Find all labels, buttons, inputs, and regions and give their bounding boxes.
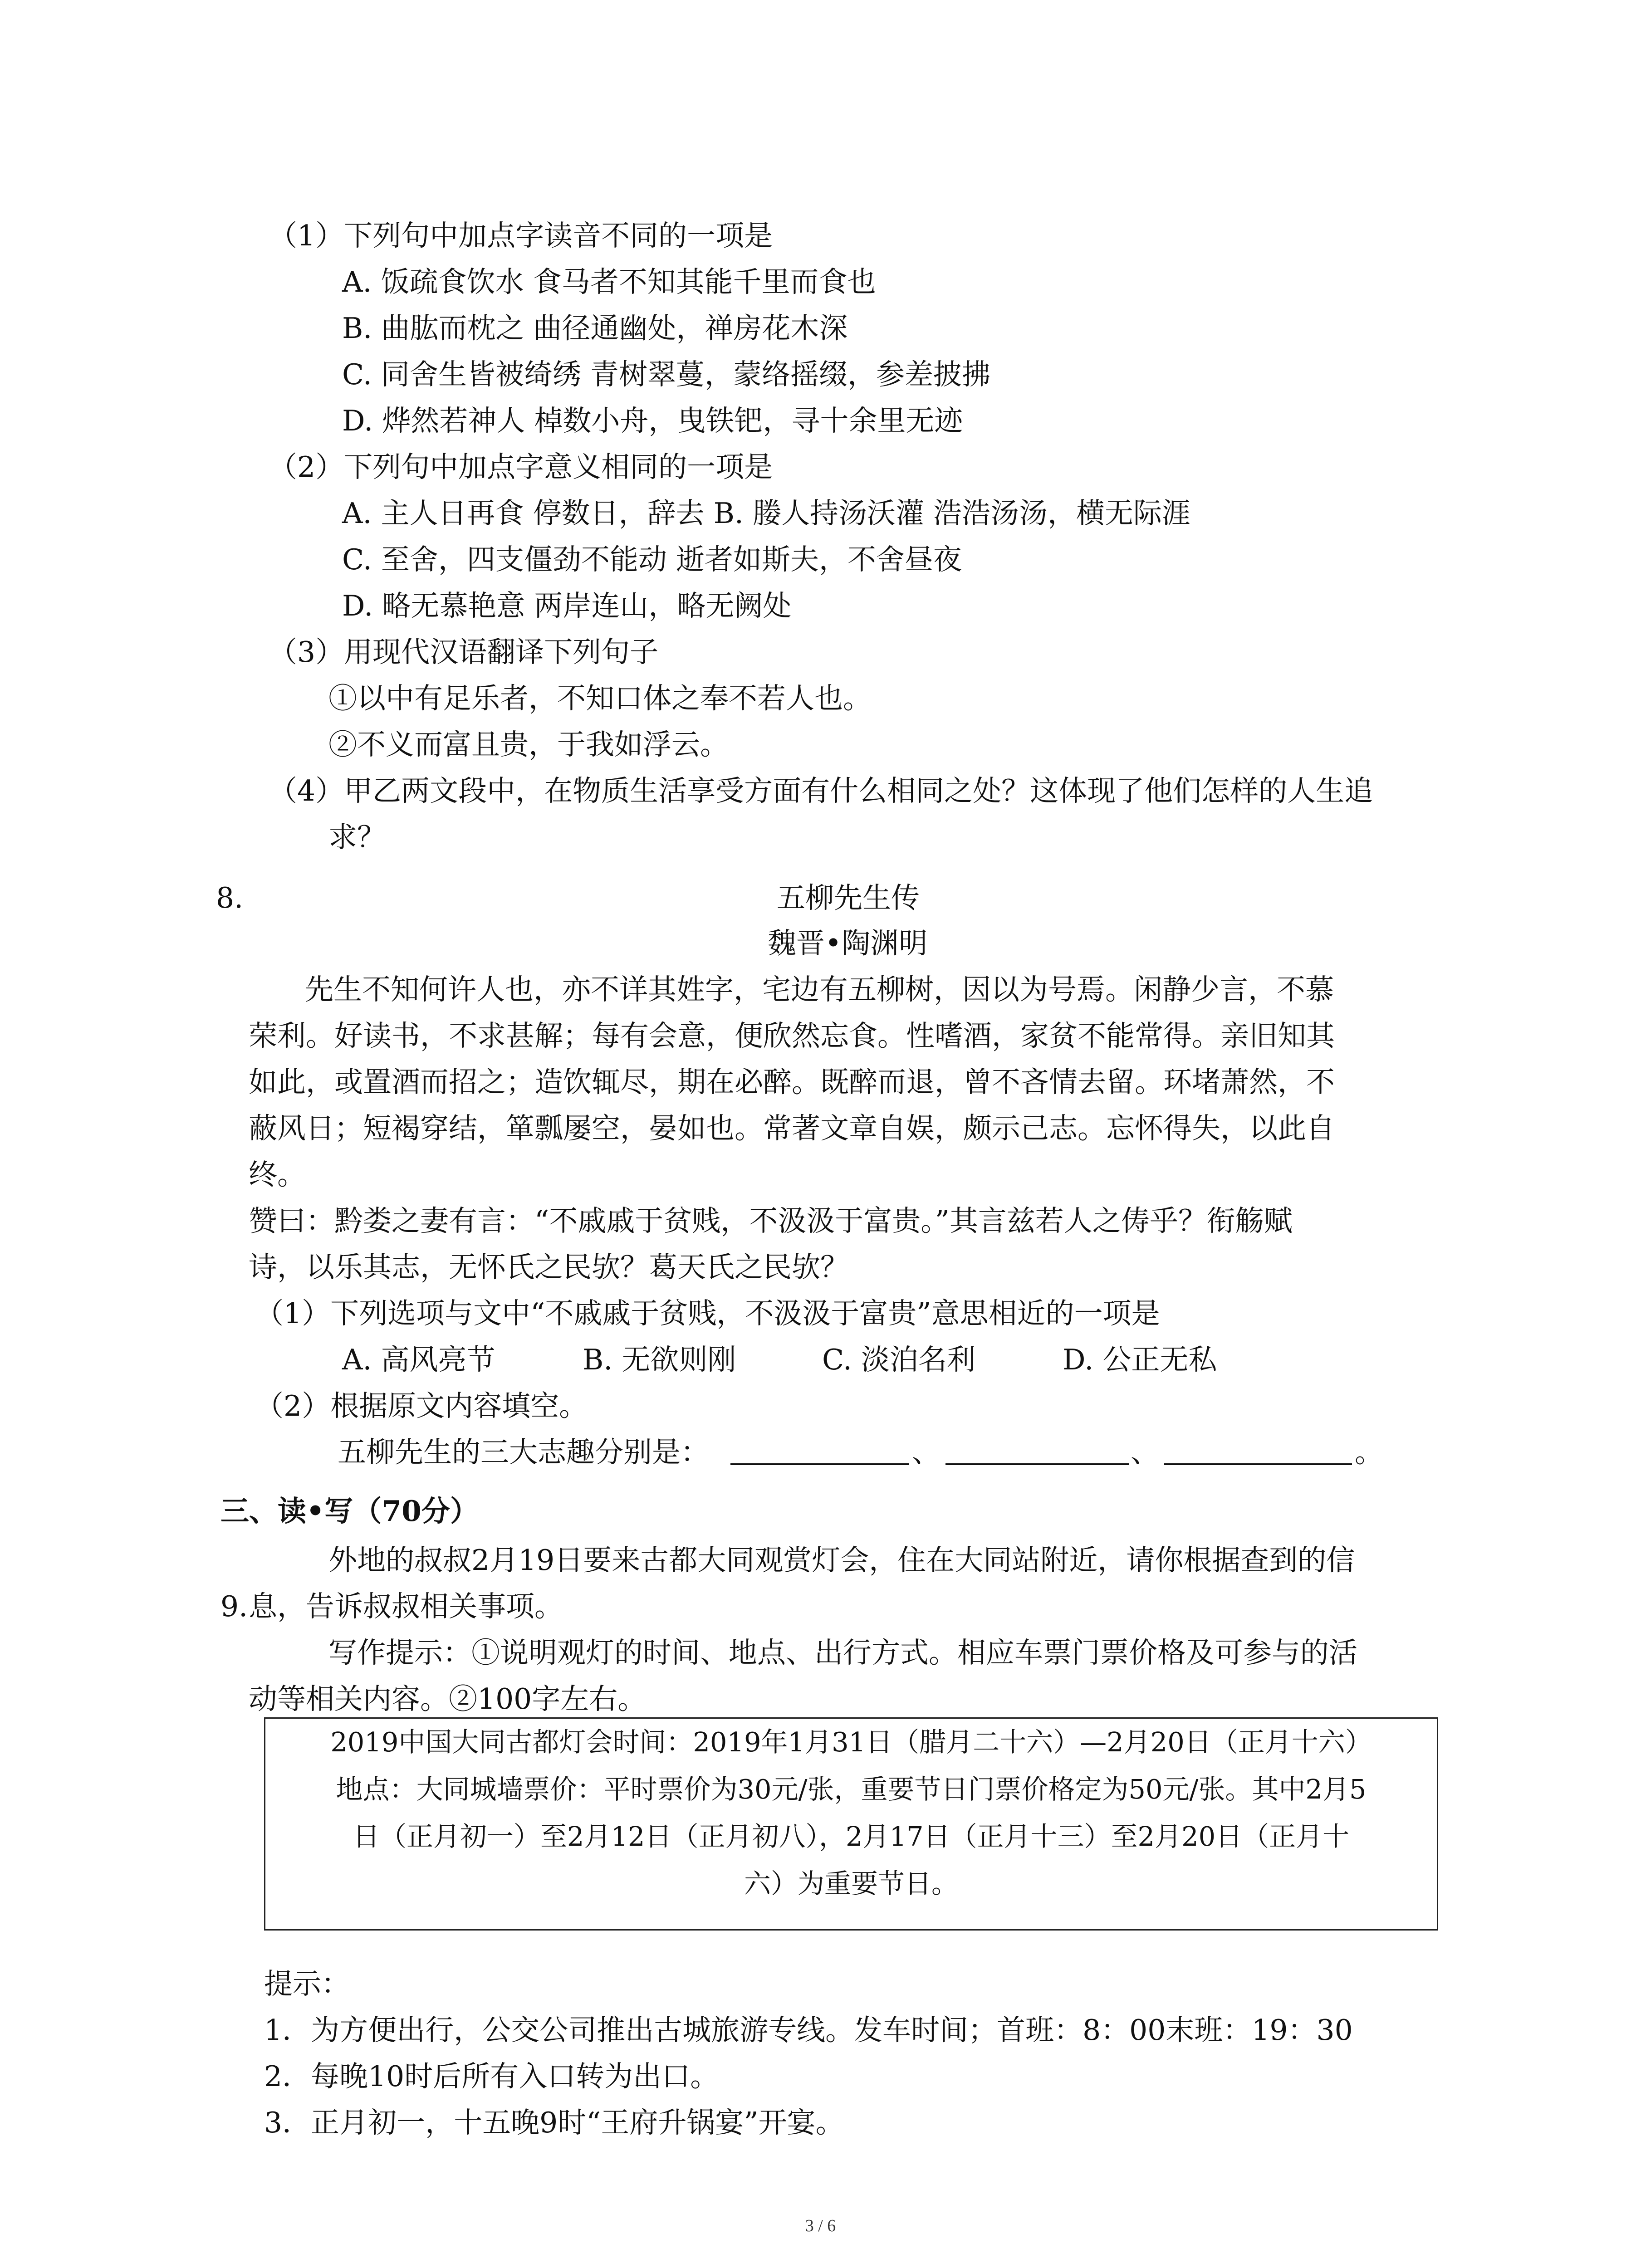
answer-blank-2[interactable] — [945, 1463, 1129, 1465]
answer-blank-1[interactable] — [730, 1463, 909, 1465]
q8-title: 五柳先生传 — [777, 881, 920, 914]
q7-sub1-option-d: D. 烨然若神人 棹数小舟，曳铁钯，寻十余里无迹 — [342, 404, 963, 437]
q8-number: 8. — [216, 881, 244, 914]
q8-passage-line-4: 蔽风日；短褐穿结，箪瓢屡空，晏如也。常著文章自娱，颇示己志。忘怀得失，以此自 — [249, 1112, 1335, 1145]
q7-sub4-line-1: （4）甲乙两文段中，在物质生活享受方面有什么相同之处？这体现了他们怎样的人生追 — [269, 774, 1373, 807]
q9-tip-line-2: 动等相关内容。②100字左右。 — [249, 1682, 647, 1716]
q7-sub1-option-a: A. 饭疏食饮水 食马者不知其能千里而食也 — [342, 265, 876, 298]
q7-sub2-option-d: D. 略无慕艳意 两岸连山，略无阙处 — [342, 589, 792, 622]
section-3-heading: 三、读•写（70分） — [220, 1494, 479, 1528]
q8-passage-line-3: 如此，或置酒而招之；造饮辄尽，期在必醉。既醉而退，曾不吝情去留。环堵萧然，不 — [249, 1066, 1335, 1099]
q8-passage-line-2: 荣利。好读书，不求甚解；每有会意，便欣然忘食。性嗜酒，家贫不能常得。亲旧知其 — [249, 1019, 1335, 1052]
q8-sub2-end: 。 — [1355, 1436, 1383, 1469]
q7-sub3-item-1: ①以中有足乐者，不知口体之奉不若人也。 — [328, 682, 872, 715]
notice-line-3: 日（正月初一）至2月12日（正月初八），2月17日（正月十三）至2月20日（正月十 — [353, 1821, 1350, 1852]
q8-zan-line-1: 赞曰：黔娄之妻有言：“不戚戚于贫贱，不汲汲于富贵。”其言兹若人之俦乎？衔觞赋 — [249, 1204, 1293, 1237]
q8-sub1-option-a: A. 高风亮节 — [342, 1343, 495, 1376]
hints-label: 提示： — [264, 1967, 350, 2000]
q7-sub2-option-ab: A. 主人日再食 停数日，辞去 B. 媵人持汤沃灌 浩浩汤汤，横无际涯 — [342, 497, 1190, 530]
notice-line-2: 地点：大同城墙票价：平时票价为30元/张，重要节日门票价格定为50元/张。其中2月5 — [336, 1774, 1367, 1805]
q8-sub2-separator-1: 、 — [912, 1436, 941, 1469]
q8-sub2-stem: （2）根据原文内容填空。 — [255, 1389, 588, 1422]
q7-sub1-stem: （1）下列句中加点字读音不同的一项是 — [269, 219, 773, 252]
q9-tip-line-1: 写作提示：①说明观灯的时间、地点、出行方式。相应车票门票价格及可参与的活 — [328, 1636, 1357, 1669]
q8-author: 魏晋•陶渊明 — [768, 927, 928, 960]
q8-passage-line-5: 终。 — [249, 1158, 306, 1191]
hint-3: 3．正月初一，十五晚9时“王府升锅宴”开宴。 — [264, 2106, 844, 2139]
q8-sub1-stem: （1）下列选项与文中“不戚戚于贫贱，不汲汲于富贵”意思相近的一项是 — [255, 1297, 1160, 1330]
q8-sub2-fill-prefix: 五柳先生的三大志趣分别是： — [338, 1436, 709, 1469]
q8-sub1-option-d: D. 公正无私 — [1063, 1343, 1217, 1376]
q9-intro-line-1: 外地的叔叔2月19日要来古都大同观赏灯会，住在大同站附近，请你根据查到的信 — [328, 1544, 1355, 1577]
q8-sub1-option-c: C. 淡泊名利 — [822, 1343, 976, 1376]
lantern-festival-notice-box — [264, 1717, 1438, 1931]
hint-2: 2．每晚10时后所有入口转为出口。 — [264, 2060, 719, 2093]
q7-sub3-stem: （3）用现代汉语翻译下列句子 — [269, 635, 659, 669]
q8-passage-line-1: 先生不知何许人也，亦不详其姓字，宅边有五柳树，因以为号焉。闲静少言，不慕 — [305, 973, 1334, 1006]
q7-sub3-item-2: ②不义而富且贵，于我如浮云。 — [328, 728, 729, 761]
q8-sub2-separator-2: 、 — [1131, 1436, 1159, 1469]
q7-sub2-option-c: C. 至舍，四支僵劲不能动 逝者如斯夫，不舍昼夜 — [342, 543, 962, 576]
q7-sub1-option-c: C. 同舍生皆被绮绣 青树翠蔓，蒙络摇缀，参差披拂 — [342, 358, 991, 391]
q8-sub1-option-b: B. 无欲则刚 — [583, 1343, 736, 1376]
q8-zan-line-2: 诗，以乐其志，无怀氏之民欤？葛天氏之民欤？ — [249, 1251, 849, 1284]
answer-blank-3[interactable] — [1164, 1463, 1352, 1465]
q7-sub2-stem: （2）下列句中加点字意义相同的一项是 — [269, 450, 773, 484]
page-number: 3 / 6 — [805, 2216, 836, 2235]
q9-number: 9. — [220, 1590, 248, 1623]
notice-line-1: 2019中国大同古都灯会时间：2019年1月31日（腊月二十六）—2月20日（正月十六） — [330, 1726, 1372, 1758]
hint-1: 1．为方便出行，公交公司推出古城旅游专线。发车时间；首班：8：00末班：19：30 — [264, 2014, 1353, 2047]
notice-line-4: 六）为重要节日。 — [744, 1868, 958, 1899]
q7-sub4-line-2: 求？ — [328, 821, 386, 854]
q7-sub1-option-b: B. 曲肱而枕之 曲径通幽处，禅房花木深 — [342, 312, 848, 345]
q9-intro-line-2: 息，告诉叔叔相关事项。 — [249, 1590, 563, 1623]
